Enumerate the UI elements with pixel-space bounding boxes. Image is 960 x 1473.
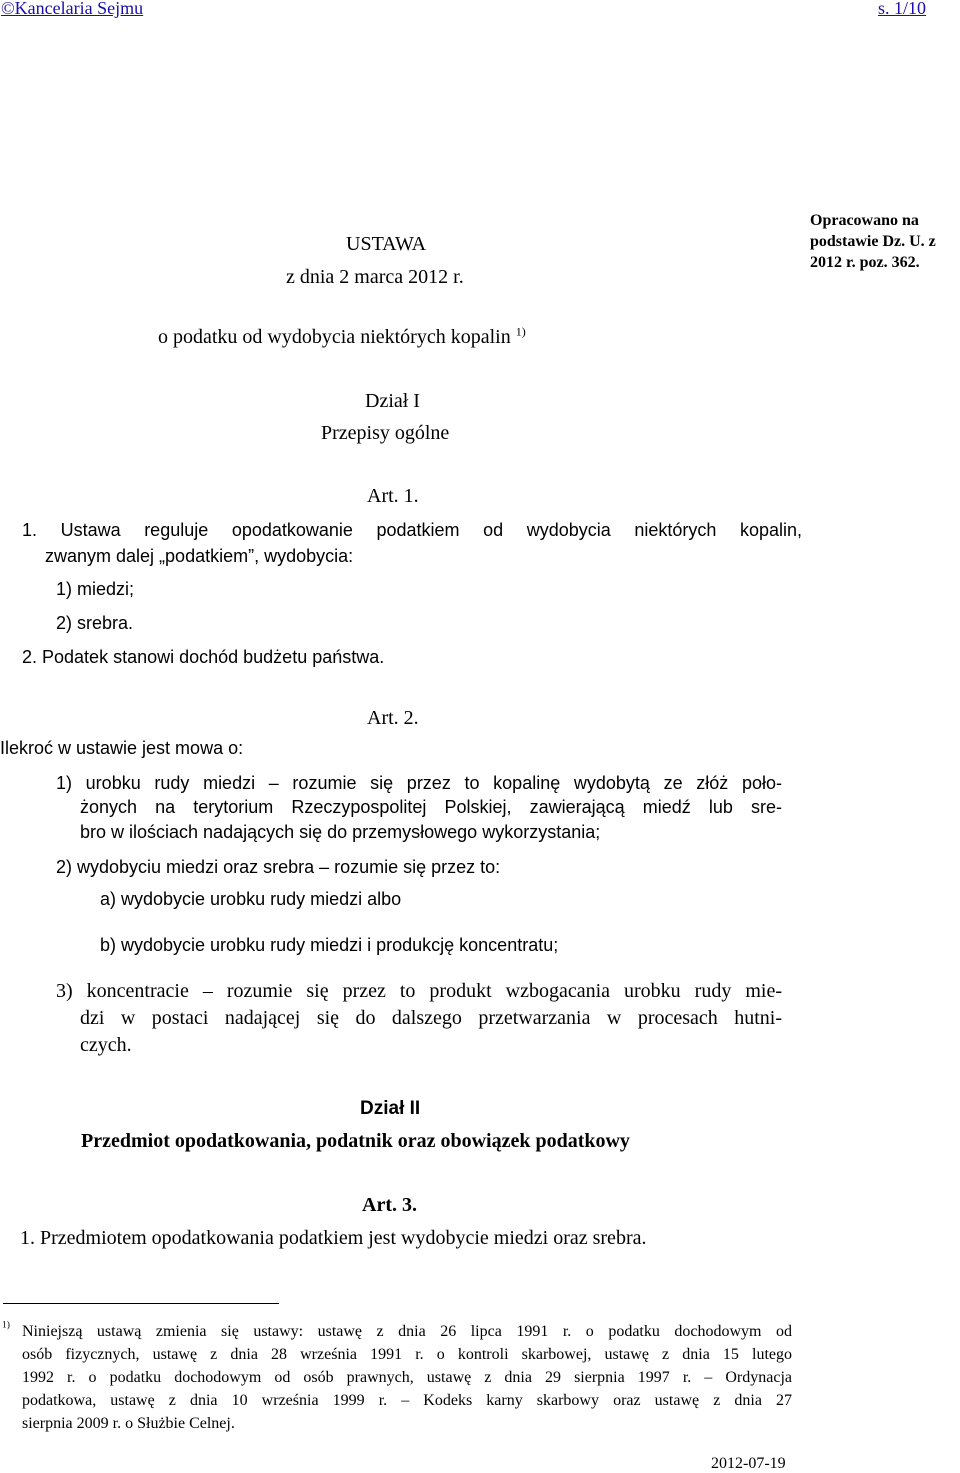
footnote-line-2: osób fizycznych, ustawę z dnia 28 września 1991 r. o kontroli skarbowej, ustawę z dnia 15 lutego	[22, 1346, 792, 1363]
art-1-paragraph-2: 2. Podatek stanowi dochód budżetu państwa.	[22, 647, 385, 667]
footnote-line-5: sierpnia 2009 r. o Służbie Celnej.	[22, 1415, 235, 1432]
footer-date: 2012-07-19	[711, 1455, 786, 1472]
art-1-heading: Art. 1.	[367, 485, 419, 507]
footnote-ref-link[interactable]: 1)	[515, 324, 526, 339]
art-1-paragraph-1-line-2: zwanym dalej „podatkiem”, wydobycia:	[45, 546, 354, 566]
act-subject-text: o podatku od wydobycia niektórych kopalin	[158, 326, 511, 348]
act-date: z dnia 2 marca 2012 r.	[286, 266, 464, 288]
art-2-definition-3-line-3: czych.	[80, 1034, 132, 1056]
art-2-definition-2a: a) wydobycie urobku rudy miedzi albo	[100, 889, 402, 909]
art-3-paragraph-1: 1. Przedmiotem opodatkowania podatkiem jest wydobycie miedzi oraz srebra.	[20, 1227, 647, 1249]
footnote-line-1: Niniejszą ustawą zmienia się ustawy: ustawę z dnia 26 lipca 1991 r. o podatku dochodowym od	[22, 1323, 792, 1340]
art-3-heading: Art. 3.	[362, 1194, 417, 1216]
source-note-line: Opracowano na	[810, 212, 919, 229]
division-1-name: Przepisy ogólne	[321, 422, 450, 444]
division-1-heading: Dział I	[365, 390, 420, 412]
art-2-definition-3-line-1: 3) koncentracie – rozumie się przez to produkt wzbogacania urobku rudy mie-	[56, 980, 782, 1002]
footnote-line-3: 1992 r. o podatku dochodowym od osób prawnych, ustawę z dnia 29 sierpnia 1997 r. – Ordynacja	[22, 1369, 792, 1386]
art-2-definition-1-line-2: żonych na terytorium Rzeczypospolitej Polskiej, zawierającą miedź lub sre-	[80, 797, 782, 817]
page-number-link[interactable]: s. 1/10	[878, 0, 927, 18]
art-2-definition-2: 2) wydobyciu miedzi oraz srebra – rozumie się przez to:	[56, 857, 501, 877]
footnote-line-4: podatkowa, ustawę z dnia 10 września 1999 r. – Kodeks karny skarbowy oraz ustawę z dnia 27	[22, 1392, 792, 1409]
art-2-definition-2b: b) wydobycie urobku rudy miedzi i produkcję koncentratu;	[100, 935, 559, 955]
footnote-separator	[3, 1303, 279, 1304]
source-note	[810, 210, 936, 273]
art-2-definition-1-line-1: 1) urobku rudy miedzi – rozumie się przez to kopalinę wydobytą ze złóż poło-	[56, 773, 782, 793]
art-2-definition-3-line-2: dzi w postaci nadającej się do dalszego przetwarzania w procesach hutni-	[80, 1007, 782, 1029]
art-1-item-1: 1) miedzi;	[56, 579, 135, 599]
division-2-name: Przedmiot opodatkowania, podatnik oraz obowiązek podatkowy	[81, 1130, 630, 1152]
art-1-paragraph-1-line-1: 1. Ustawa reguluje opodatkowanie podatkiem od wydobycia niektórych kopalin,	[22, 520, 802, 540]
art-2-definition-1-line-3: bro w ilościach nadających się do przemysłowego wykorzystania;	[80, 822, 601, 842]
footnote-mark: 1)	[2, 1319, 10, 1331]
source-note-line: 2012 r. poz. 362.	[810, 254, 920, 271]
act-type-title: USTAWA	[346, 233, 427, 255]
copyright-link[interactable]: ©Kancelaria Sejmu	[1, 0, 144, 18]
art-2-intro: Ilekroć w ustawie jest mowa o:	[0, 738, 244, 758]
act-subject	[158, 326, 526, 349]
art-2-heading: Art. 2.	[367, 707, 419, 729]
art-1-item-2: 2) srebra.	[56, 613, 134, 633]
source-note-line: podstawie Dz. U. z	[810, 233, 936, 250]
division-2-heading: Dział II	[360, 1098, 421, 1119]
